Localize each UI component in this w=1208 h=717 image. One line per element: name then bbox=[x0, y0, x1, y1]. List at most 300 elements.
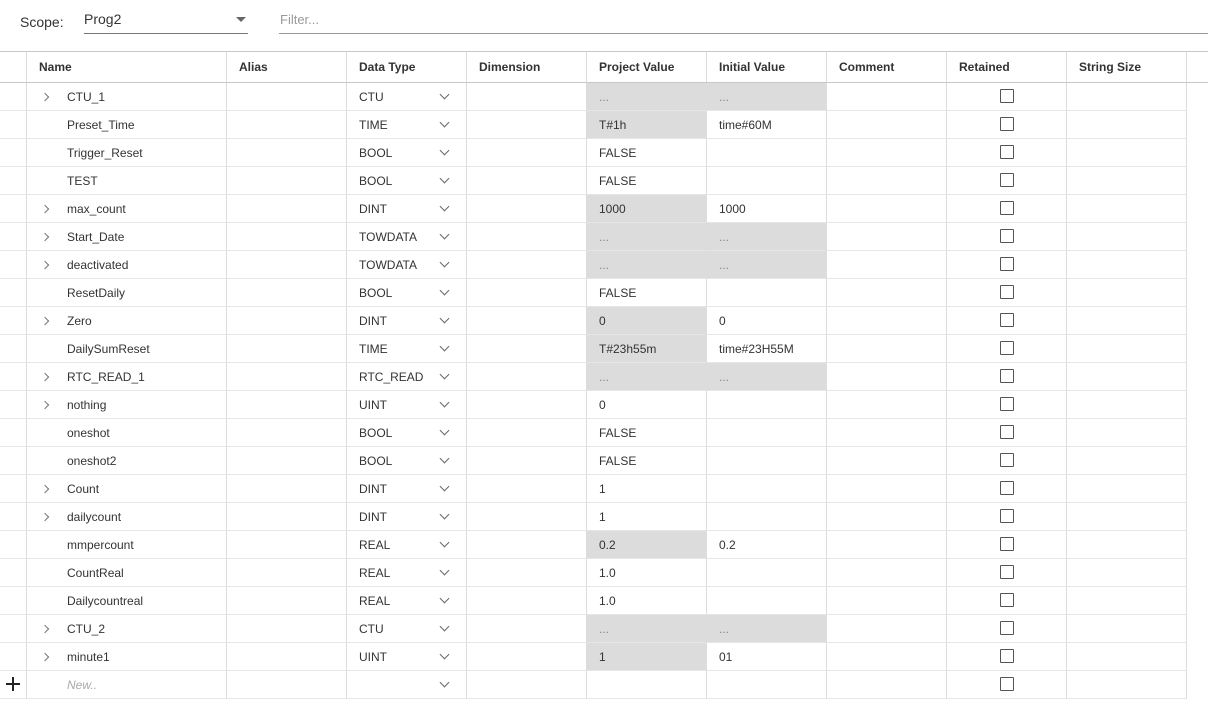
new-type-cell[interactable] bbox=[347, 671, 467, 699]
retained-cell bbox=[947, 83, 1067, 111]
string-size-cell[interactable] bbox=[1067, 335, 1187, 363]
name-cell[interactable] bbox=[27, 475, 227, 503]
data-type-cell[interactable] bbox=[347, 643, 467, 671]
initial-value-cell[interactable] bbox=[707, 223, 827, 251]
alias-cell[interactable] bbox=[227, 111, 347, 139]
initial-value-cell[interactable] bbox=[707, 391, 827, 419]
name-cell[interactable] bbox=[27, 419, 227, 447]
initial-value-cell[interactable] bbox=[707, 615, 827, 643]
row-gutter bbox=[0, 139, 27, 167]
string-size-cell[interactable] bbox=[1067, 307, 1187, 335]
name-cell[interactable] bbox=[27, 83, 227, 111]
table-row[interactable] bbox=[0, 587, 1208, 615]
project-value-cell[interactable] bbox=[587, 223, 707, 251]
alias-cell[interactable] bbox=[227, 167, 347, 195]
table-row[interactable] bbox=[0, 475, 1208, 503]
initial-value-cell[interactable] bbox=[707, 643, 827, 671]
table-row[interactable] bbox=[0, 391, 1208, 419]
dimension-cell[interactable] bbox=[467, 447, 587, 475]
row-gutter bbox=[0, 83, 27, 111]
data-type-cell[interactable] bbox=[347, 307, 467, 335]
alias-cell[interactable] bbox=[227, 615, 347, 643]
project-value-cell[interactable] bbox=[587, 475, 707, 503]
comment-cell[interactable] bbox=[827, 335, 947, 363]
table-row[interactable] bbox=[0, 559, 1208, 587]
comment-cell[interactable] bbox=[827, 615, 947, 643]
table-row[interactable] bbox=[0, 167, 1208, 195]
column-header-initial-value[interactable] bbox=[707, 52, 827, 82]
chevron-down-icon[interactable] bbox=[440, 231, 450, 241]
row-gutter bbox=[0, 475, 27, 503]
alias-cell[interactable] bbox=[227, 223, 347, 251]
chevron-down-icon[interactable] bbox=[440, 567, 450, 577]
name-cell[interactable] bbox=[27, 447, 227, 475]
alias-cell[interactable] bbox=[227, 419, 347, 447]
string-size-cell[interactable] bbox=[1067, 83, 1187, 111]
table-row[interactable] bbox=[0, 223, 1208, 251]
data-type-cell[interactable] bbox=[347, 167, 467, 195]
comment-cell[interactable] bbox=[827, 587, 947, 615]
dimension-cell[interactable] bbox=[467, 391, 587, 419]
chevron-right-icon[interactable] bbox=[41, 91, 51, 103]
alias-cell[interactable] bbox=[227, 643, 347, 671]
alias-cell[interactable] bbox=[227, 475, 347, 503]
project-value-cell[interactable] bbox=[587, 615, 707, 643]
string-size-cell[interactable] bbox=[1067, 279, 1187, 307]
name-cell[interactable] bbox=[27, 391, 227, 419]
project-value-cell[interactable] bbox=[587, 251, 707, 279]
data-type-cell[interactable] bbox=[347, 83, 467, 111]
row-gutter bbox=[0, 531, 27, 559]
retained-checkbox[interactable] bbox=[1000, 397, 1014, 411]
name-cell[interactable] bbox=[27, 307, 227, 335]
comment-cell[interactable] bbox=[827, 531, 947, 559]
alias-cell[interactable] bbox=[227, 251, 347, 279]
table-row[interactable] bbox=[0, 531, 1208, 559]
string-size-cell[interactable] bbox=[1067, 447, 1187, 475]
data-type-cell[interactable] bbox=[347, 419, 467, 447]
retained-checkbox[interactable] bbox=[1000, 369, 1014, 383]
chevron-right-icon[interactable] bbox=[41, 511, 51, 523]
project-value-cell[interactable] bbox=[587, 195, 707, 223]
dimension-cell[interactable] bbox=[467, 363, 587, 391]
chevron-down-icon[interactable] bbox=[440, 483, 450, 493]
initial-value-cell[interactable] bbox=[707, 587, 827, 615]
string-size-cell[interactable] bbox=[1067, 167, 1187, 195]
chevron-down-icon[interactable] bbox=[440, 595, 450, 605]
chevron-down-icon[interactable] bbox=[440, 287, 450, 297]
alias-cell[interactable] bbox=[227, 391, 347, 419]
chevron-down-icon[interactable] bbox=[440, 455, 450, 465]
name-cell[interactable] bbox=[27, 363, 227, 391]
initial-value-cell[interactable] bbox=[707, 531, 827, 559]
column-header-project-value[interactable] bbox=[587, 52, 707, 82]
data-type-value: REAL bbox=[359, 594, 391, 608]
string-size-cell[interactable] bbox=[1067, 643, 1187, 671]
data-type-cell[interactable] bbox=[347, 615, 467, 643]
retained-checkbox[interactable] bbox=[1000, 453, 1014, 467]
chevron-down-icon[interactable] bbox=[440, 259, 450, 269]
table-row[interactable] bbox=[0, 139, 1208, 167]
string-size-cell[interactable] bbox=[1067, 363, 1187, 391]
string-size-cell[interactable] bbox=[1067, 195, 1187, 223]
initial-value-cell[interactable] bbox=[707, 447, 827, 475]
dimension-cell[interactable] bbox=[467, 111, 587, 139]
comment-cell[interactable] bbox=[827, 419, 947, 447]
data-type-cell[interactable] bbox=[347, 447, 467, 475]
initial-value-cell[interactable] bbox=[707, 139, 827, 167]
retained-checkbox[interactable] bbox=[1000, 481, 1014, 495]
retained-checkbox[interactable] bbox=[1000, 89, 1014, 103]
alias-cell[interactable] bbox=[227, 307, 347, 335]
alias-cell[interactable] bbox=[227, 587, 347, 615]
row-gutter bbox=[0, 559, 27, 587]
initial-value: ... bbox=[719, 370, 730, 384]
dimension-cell[interactable] bbox=[467, 531, 587, 559]
new-comment-cell[interactable] bbox=[827, 671, 947, 699]
retained-checkbox[interactable] bbox=[1000, 565, 1014, 579]
string-size-cell[interactable] bbox=[1067, 251, 1187, 279]
name-cell[interactable] bbox=[27, 279, 227, 307]
column-header-dimension[interactable] bbox=[467, 52, 587, 82]
data-type-cell[interactable] bbox=[347, 279, 467, 307]
comment-cell[interactable] bbox=[827, 139, 947, 167]
comment-cell[interactable] bbox=[827, 307, 947, 335]
dimension-cell[interactable] bbox=[467, 223, 587, 251]
dimension-cell[interactable] bbox=[467, 195, 587, 223]
retained-cell bbox=[947, 391, 1067, 419]
retained-checkbox[interactable] bbox=[1000, 117, 1014, 131]
data-type-value: TIME bbox=[359, 118, 388, 132]
chevron-right-icon[interactable] bbox=[41, 259, 51, 271]
project-value-cell[interactable] bbox=[587, 111, 707, 139]
initial-value: ... bbox=[719, 230, 730, 244]
comment-cell[interactable] bbox=[827, 251, 947, 279]
retained-cell bbox=[947, 307, 1067, 335]
chevron-right-icon[interactable] bbox=[41, 371, 51, 383]
retained-checkbox[interactable] bbox=[1000, 621, 1014, 635]
data-type-cell[interactable] bbox=[347, 503, 467, 531]
dimension-cell[interactable] bbox=[467, 251, 587, 279]
comment-cell[interactable] bbox=[827, 559, 947, 587]
row-gutter bbox=[0, 251, 27, 279]
chevron-down-icon[interactable] bbox=[440, 91, 450, 101]
alias-cell[interactable] bbox=[227, 559, 347, 587]
comment-cell[interactable] bbox=[827, 363, 947, 391]
retained-cell bbox=[947, 643, 1067, 671]
initial-value-cell[interactable] bbox=[707, 503, 827, 531]
string-size-cell[interactable] bbox=[1067, 419, 1187, 447]
row-gutter bbox=[0, 419, 27, 447]
string-size-cell[interactable] bbox=[1067, 531, 1187, 559]
chevron-down-icon[interactable] bbox=[440, 539, 450, 549]
data-type-cell[interactable] bbox=[347, 223, 467, 251]
name-cell[interactable] bbox=[27, 503, 227, 531]
string-size-cell[interactable] bbox=[1067, 615, 1187, 643]
chevron-right-icon[interactable] bbox=[41, 623, 51, 635]
initial-value-cell[interactable] bbox=[707, 363, 827, 391]
new-row bbox=[0, 671, 1208, 699]
retained-checkbox[interactable] bbox=[1000, 425, 1014, 439]
retained-checkbox[interactable] bbox=[1000, 257, 1014, 271]
chevron-down-icon[interactable] bbox=[440, 623, 450, 633]
column-header-string-size[interactable] bbox=[1067, 52, 1187, 82]
table-row[interactable] bbox=[0, 251, 1208, 279]
new-string-size-cell[interactable] bbox=[1067, 671, 1187, 699]
initial-value-cell[interactable] bbox=[707, 195, 827, 223]
dimension-cell[interactable] bbox=[467, 335, 587, 363]
alias-cell[interactable] bbox=[227, 503, 347, 531]
dimension-cell[interactable] bbox=[467, 503, 587, 531]
column-header-comment[interactable] bbox=[827, 52, 947, 82]
data-type-cell[interactable] bbox=[347, 363, 467, 391]
string-size-cell[interactable] bbox=[1067, 111, 1187, 139]
new-name-cell[interactable] bbox=[27, 671, 227, 699]
alias-cell[interactable] bbox=[227, 279, 347, 307]
chevron-right-icon[interactable] bbox=[41, 399, 51, 411]
retained-checkbox[interactable] bbox=[1000, 201, 1014, 215]
chevron-down-icon[interactable] bbox=[440, 371, 450, 381]
chevron-down-icon[interactable] bbox=[440, 147, 450, 157]
initial-value-cell[interactable] bbox=[707, 279, 827, 307]
table-row[interactable] bbox=[0, 307, 1208, 335]
retained-checkbox[interactable] bbox=[1000, 649, 1014, 663]
data-type-cell[interactable] bbox=[347, 391, 467, 419]
chevron-right-icon[interactable] bbox=[41, 203, 51, 215]
name-cell[interactable] bbox=[27, 111, 227, 139]
new-initial-cell[interactable] bbox=[707, 671, 827, 699]
name-cell[interactable] bbox=[27, 251, 227, 279]
alias-cell[interactable] bbox=[227, 195, 347, 223]
project-value-cell[interactable] bbox=[587, 279, 707, 307]
project-value-cell[interactable] bbox=[587, 139, 707, 167]
initial-value-cell[interactable] bbox=[707, 559, 827, 587]
initial-value-cell[interactable] bbox=[707, 111, 827, 139]
dimension-cell[interactable] bbox=[467, 139, 587, 167]
dimension-cell[interactable] bbox=[467, 643, 587, 671]
retained-checkbox[interactable] bbox=[1000, 593, 1014, 607]
chevron-down-icon[interactable] bbox=[440, 343, 450, 353]
comment-cell[interactable] bbox=[827, 391, 947, 419]
project-value-cell[interactable] bbox=[587, 559, 707, 587]
data-type-cell[interactable] bbox=[347, 251, 467, 279]
variable-name: CountReal bbox=[67, 566, 124, 580]
row-gutter bbox=[0, 307, 27, 335]
data-type-cell[interactable] bbox=[347, 475, 467, 503]
comment-cell[interactable] bbox=[827, 223, 947, 251]
string-size-cell[interactable] bbox=[1067, 503, 1187, 531]
chevron-down-icon[interactable] bbox=[440, 679, 450, 689]
dimension-cell[interactable] bbox=[467, 167, 587, 195]
retained-checkbox[interactable] bbox=[1000, 173, 1014, 187]
retained-cell bbox=[947, 419, 1067, 447]
project-value-cell[interactable] bbox=[587, 419, 707, 447]
new-project-cell[interactable] bbox=[587, 671, 707, 699]
initial-value-cell[interactable] bbox=[707, 251, 827, 279]
initial-value-cell[interactable] bbox=[707, 475, 827, 503]
column-header-data-type[interactable] bbox=[347, 52, 467, 82]
comment-cell[interactable] bbox=[827, 111, 947, 139]
string-size-cell[interactable] bbox=[1067, 559, 1187, 587]
data-type-cell[interactable] bbox=[347, 195, 467, 223]
new-alias-cell[interactable] bbox=[227, 671, 347, 699]
chevron-down-icon[interactable] bbox=[440, 427, 450, 437]
data-type-value: TOWDATA bbox=[359, 258, 417, 272]
comment-cell[interactable] bbox=[827, 447, 947, 475]
add-icon[interactable] bbox=[4, 675, 22, 693]
data-type-cell[interactable] bbox=[347, 139, 467, 167]
variable-name: Start_Date bbox=[67, 230, 125, 244]
data-type-cell[interactable] bbox=[347, 335, 467, 363]
table-row[interactable] bbox=[0, 503, 1208, 531]
retained-cell bbox=[947, 279, 1067, 307]
comment-cell[interactable] bbox=[827, 83, 947, 111]
table-row[interactable] bbox=[0, 83, 1208, 111]
comment-cell[interactable] bbox=[827, 167, 947, 195]
name-cell[interactable] bbox=[27, 335, 227, 363]
name-cell[interactable] bbox=[27, 587, 227, 615]
dimension-cell[interactable] bbox=[467, 279, 587, 307]
column-header-alias[interactable] bbox=[227, 52, 347, 82]
alias-cell[interactable] bbox=[227, 447, 347, 475]
project-value-cell[interactable] bbox=[587, 503, 707, 531]
chevron-down-icon[interactable] bbox=[440, 315, 450, 325]
data-type-cell[interactable] bbox=[347, 587, 467, 615]
chevron-right-icon[interactable] bbox=[41, 483, 51, 495]
initial-value: ... bbox=[719, 622, 730, 636]
data-type-value: DINT bbox=[359, 314, 387, 328]
variable-name: Preset_Time bbox=[67, 118, 135, 132]
dimension-cell[interactable] bbox=[467, 475, 587, 503]
string-size-cell[interactable] bbox=[1067, 223, 1187, 251]
table-row[interactable] bbox=[0, 419, 1208, 447]
dimension-cell[interactable] bbox=[467, 615, 587, 643]
alias-cell[interactable] bbox=[227, 363, 347, 391]
project-value-cell[interactable] bbox=[587, 363, 707, 391]
variable-name: oneshot bbox=[67, 426, 110, 440]
variable-name: Dailycountreal bbox=[67, 594, 144, 608]
dimension-cell[interactable] bbox=[467, 587, 587, 615]
chevron-down-icon[interactable] bbox=[440, 651, 450, 661]
chevron-down-icon[interactable] bbox=[440, 399, 450, 409]
filter-input[interactable] bbox=[279, 6, 1208, 34]
string-size-cell[interactable] bbox=[1067, 587, 1187, 615]
dimension-cell[interactable] bbox=[467, 419, 587, 447]
project-value-cell[interactable] bbox=[587, 83, 707, 111]
table-row[interactable] bbox=[0, 335, 1208, 363]
variable-name: Trigger_Reset bbox=[67, 146, 143, 160]
table-row[interactable] bbox=[0, 447, 1208, 475]
retained-checkbox[interactable] bbox=[1000, 537, 1014, 551]
project-value-cell[interactable] bbox=[587, 307, 707, 335]
string-size-cell[interactable] bbox=[1067, 391, 1187, 419]
table-row[interactable] bbox=[0, 615, 1208, 643]
retained-checkbox[interactable] bbox=[1000, 145, 1014, 159]
chevron-down-icon[interactable] bbox=[440, 119, 450, 129]
data-type-cell[interactable] bbox=[347, 559, 467, 587]
column-header-name[interactable] bbox=[27, 52, 227, 82]
retained-checkbox[interactable] bbox=[1000, 313, 1014, 327]
initial-value-cell[interactable] bbox=[707, 307, 827, 335]
project-value-cell[interactable] bbox=[587, 587, 707, 615]
table-row[interactable] bbox=[0, 111, 1208, 139]
chevron-down-icon[interactable] bbox=[440, 511, 450, 521]
initial-value-cell[interactable] bbox=[707, 335, 827, 363]
project-value: FALSE bbox=[599, 426, 637, 440]
comment-cell[interactable] bbox=[827, 279, 947, 307]
chevron-right-icon[interactable] bbox=[41, 315, 51, 327]
name-cell[interactable] bbox=[27, 643, 227, 671]
chevron-right-icon[interactable] bbox=[41, 651, 51, 663]
table-row[interactable] bbox=[0, 195, 1208, 223]
table-row[interactable] bbox=[0, 279, 1208, 307]
name-cell[interactable] bbox=[27, 139, 227, 167]
dimension-cell[interactable] bbox=[467, 559, 587, 587]
data-type-cell[interactable] bbox=[347, 531, 467, 559]
comment-cell[interactable] bbox=[827, 503, 947, 531]
new-dimension-cell[interactable] bbox=[467, 671, 587, 699]
initial-value-cell[interactable] bbox=[707, 83, 827, 111]
column-header-retained[interactable] bbox=[947, 52, 1067, 82]
data-type-cell[interactable] bbox=[347, 111, 467, 139]
dimension-cell[interactable] bbox=[467, 83, 587, 111]
retained-checkbox[interactable] bbox=[1000, 677, 1014, 691]
initial-value-cell[interactable] bbox=[707, 419, 827, 447]
alias-cell[interactable] bbox=[227, 335, 347, 363]
project-value-cell[interactable] bbox=[587, 531, 707, 559]
project-value-cell[interactable] bbox=[587, 391, 707, 419]
string-size-cell[interactable] bbox=[1067, 475, 1187, 503]
name-cell[interactable] bbox=[27, 195, 227, 223]
alias-cell[interactable] bbox=[227, 83, 347, 111]
comment-cell[interactable] bbox=[827, 643, 947, 671]
scope-select[interactable] bbox=[84, 6, 248, 34]
name-cell[interactable] bbox=[27, 559, 227, 587]
comment-cell[interactable] bbox=[827, 475, 947, 503]
alias-cell[interactable] bbox=[227, 139, 347, 167]
comment-cell[interactable] bbox=[827, 195, 947, 223]
dimension-cell[interactable] bbox=[467, 307, 587, 335]
string-size-cell[interactable] bbox=[1067, 139, 1187, 167]
chevron-down-icon[interactable] bbox=[440, 203, 450, 213]
project-value-cell[interactable] bbox=[587, 335, 707, 363]
project-value: 1 bbox=[599, 510, 606, 524]
name-cell[interactable] bbox=[27, 531, 227, 559]
row-gutter bbox=[0, 391, 27, 419]
table-row[interactable] bbox=[0, 363, 1208, 391]
table-row[interactable] bbox=[0, 643, 1208, 671]
name-cell[interactable] bbox=[27, 615, 227, 643]
row-gutter bbox=[0, 447, 27, 475]
name-cell[interactable] bbox=[27, 223, 227, 251]
project-value: ... bbox=[599, 90, 610, 104]
name-cell[interactable] bbox=[27, 167, 227, 195]
project-value: 0 bbox=[599, 398, 606, 412]
variable-name: CTU_2 bbox=[67, 622, 106, 636]
chevron-right-icon[interactable] bbox=[41, 231, 51, 243]
project-value-cell[interactable] bbox=[587, 643, 707, 671]
retained-checkbox[interactable] bbox=[1000, 285, 1014, 299]
project-value-cell[interactable] bbox=[587, 167, 707, 195]
initial-value-cell[interactable] bbox=[707, 167, 827, 195]
retained-checkbox[interactable] bbox=[1000, 229, 1014, 243]
project-value: 0.2 bbox=[599, 538, 616, 552]
chevron-down-icon[interactable] bbox=[440, 175, 450, 185]
retained-checkbox[interactable] bbox=[1000, 509, 1014, 523]
retained-checkbox[interactable] bbox=[1000, 341, 1014, 355]
alias-cell[interactable] bbox=[227, 531, 347, 559]
project-value-cell[interactable] bbox=[587, 447, 707, 475]
